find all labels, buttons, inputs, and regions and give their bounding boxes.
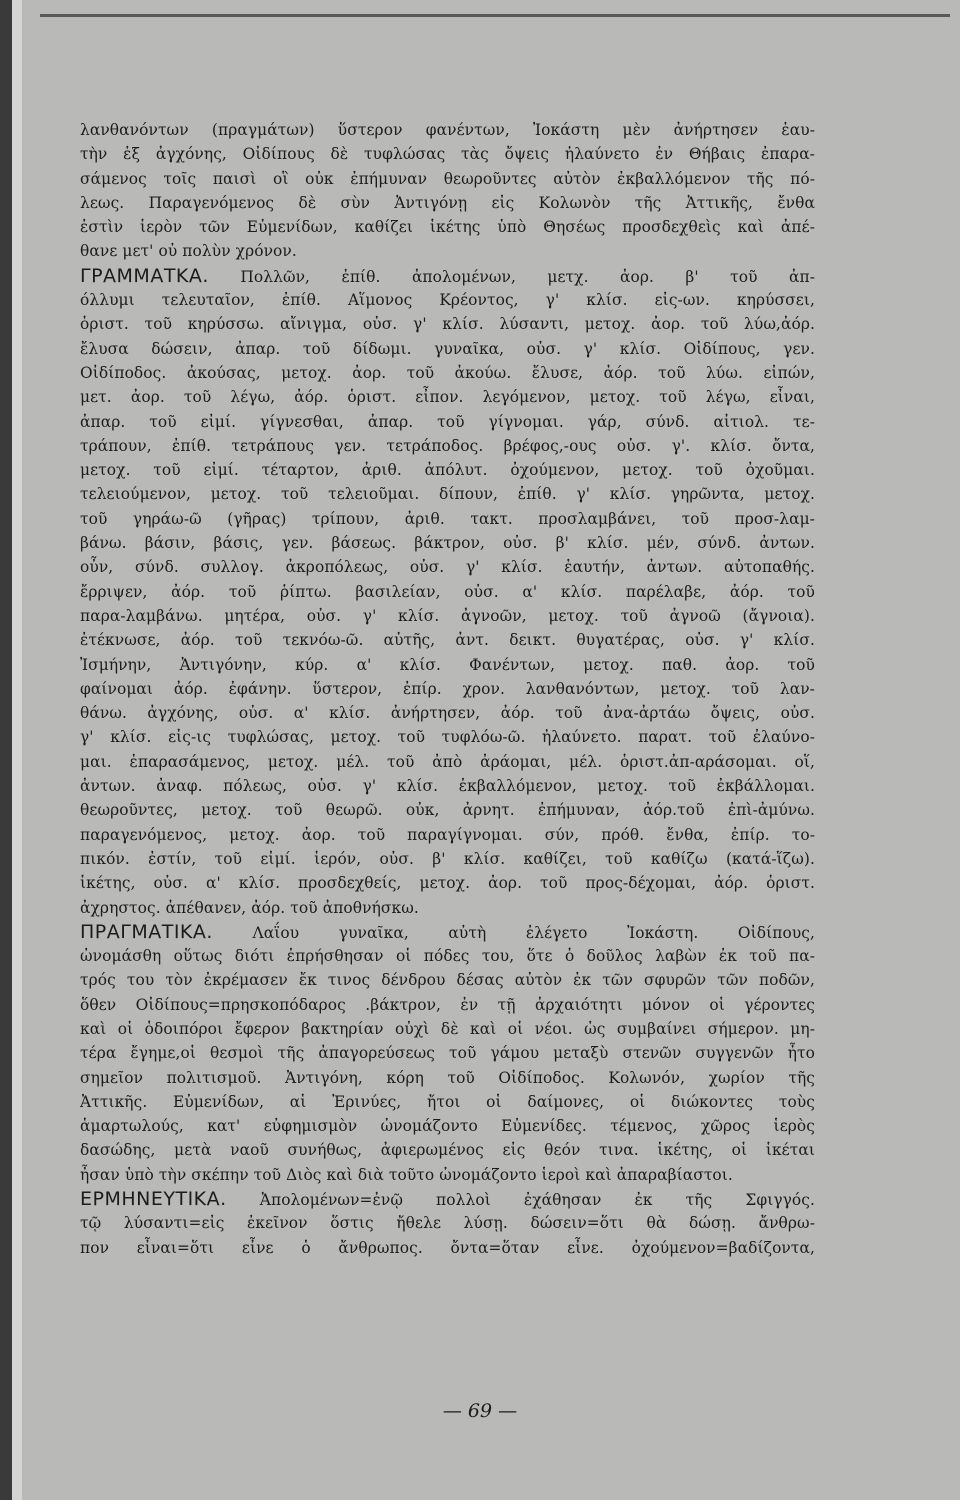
line-text: Ἀπολομένων=ἐνῷ πολλοὶ ἐχάθησαν ἐκ τῆς Σφιγγός. xyxy=(259,1191,815,1210)
text-line: ὅθεν Οἰδίπους=πρησκοπόδαρος .βάκτρον, ἐν τῇ ἀρχαιότητι μόνον οἱ γέροντες xyxy=(80,995,815,1014)
text-line: σάμενος τοῖς παισὶ οἳ οὐκ ἐπήμυναν θεωροῦντες αὐτὸν ἐκβαλλόμενον τῆς πό- xyxy=(80,169,815,188)
text-line xyxy=(80,1187,815,1211)
ermineftika-section xyxy=(80,1187,815,1260)
text-line: όλλυμι τελευταῖον, ἐπίθ. Αἵμονος Κρέοντος, γ' κλίσ. εἰς-ων. κηρύσσει, xyxy=(80,291,815,310)
text-line: καὶ οἱ ὁδοιπόροι ἔφερον βακτηρίαν οὐχὶ δὲ καὶ οἱ νέοι. ὡς συμβαίνει σήμερον. μη- xyxy=(80,1019,815,1038)
top-border xyxy=(40,14,950,17)
text-line: δασώδης, μετὰ ναοῦ συνήθως, ἀφιερωμένος εἰς θεόν τινα. ἱκέτης, οἱ ἱκέται xyxy=(80,1141,815,1160)
text-line: σημεῖον πολιτισμοῦ. Ἀντιγόνη, κόρη τοῦ Οἰδίποδος. Κολωνόν, χωρίον τῆς xyxy=(80,1068,815,1087)
text-line: τοῦ γηράω-ῶ (γῆρας) τρίπουν, ἀριθ. τακτ. προσλαμβάνει, τοῦ προσ-λαμ- xyxy=(80,509,815,528)
text-line: πον εἶναι=ὅτι εἶνε ὁ ἄνθρωπος. ὄντα=ὅταν εἶνε. ὀχούμενον=βαδίζοντα, xyxy=(80,1238,815,1257)
binding-edge xyxy=(0,0,12,1500)
text-line: ἁμαρτωλούς, κατ' εὐφημισμὸν ὠνομάζοντο Εὐμενίδες. τέμενος, χῶρος ἱερὸς xyxy=(80,1117,815,1136)
text-line: τράπουν, ἐπίθ. τετράπους γεν. τετράποδος. βρέφος,-ους οὐσ. γ'. κλίσ. ὄντα, xyxy=(80,436,815,455)
line-text: Λαΐου γυναῖκα, αὐτὴ ἐλέγετο Ἰοκάστη. Οἰδίπους, xyxy=(252,923,815,942)
text-line: γ' κλίσ. εἰς-ις τυφλώσας, μετοχ. τοῦ τυφλόω-ῶ. ἠλαύνετο. παρατ. τοῦ ἐλαύνο- xyxy=(80,728,815,747)
text-line: ἔρριψεν, ἀόρ. τοῦ ῥίπτω. βασιλείαν, οὐσ. α' κλίσ. παρέλαβε, ἀόρ. τοῦ xyxy=(80,582,815,601)
narrative-paragraph xyxy=(80,118,815,264)
section-heading: ΠΡΑΓΜΑΤΙΚΑ. xyxy=(80,920,213,943)
body-text xyxy=(80,118,815,1260)
text-line: τὴν ἐξ ἀγχόνης, Οἰδίπους δὲ τυφλώσας τὰς ὄψεις ἠλαύνετο ἐν Θήβαις ἐπαρα- xyxy=(80,145,815,164)
page-number: — 69 — xyxy=(442,1400,518,1422)
text-line: λανθανόντων (πραγμάτων) ὕστερον φανέντων, Ἰοκάστη μὲν ἀνήρτησεν ἑαυ- xyxy=(80,121,815,139)
text-line: Οἰδίποδος. ἀκούσας, μετοχ. ἀορ. τοῦ ἀκούω. ἔλυσε, ἀόρ. τοῦ λύω. εἰπών, xyxy=(80,363,815,382)
text-line xyxy=(80,264,815,288)
text-line xyxy=(80,920,815,944)
text-line: μετ. ἀορ. τοῦ λέγω, ἀόρ. ὁριστ. εἶπον. λεγόμενον, μετοχ. τοῦ λέγω, εἶναι, xyxy=(80,388,815,407)
text-line: ἐτέκνωσε, ἀόρ. τοῦ τεκνόω-ῶ. αὐτῆς, ἀντ. δεικτ. θυγατέρας, οὐσ. γ' κλίσ. xyxy=(80,631,815,650)
text-line: ἐστὶν ἱερὸν τῶν Εὐμενίδων, καθίζει ἱκέτης ὑπὸ Θησέως προσδεχθεὶς καὶ ἀπέ- xyxy=(80,218,815,237)
text-line: ἀντων. ἀναφ. πόλεως, οὐσ. γ' κλίσ. ἐκβαλλόμενον, μετοχ. τοῦ ἐκβάλλομαι. xyxy=(80,777,815,796)
text-line: τελειούμενον, μετοχ. τοῦ τελειοῦμαι. δίπουν, ἐπίθ. γ' κλίσ. γηρῶντα, μετοχ. xyxy=(80,485,815,504)
text-line: ἔλυσα δώσειν, ἀπαρ. τοῦ δίδωμι. γυναῖκα, οὐσ. γ' κλίσ. Οἰδίπους, γεν. xyxy=(80,339,815,358)
text-line: θανε μετ' οὐ πολὺν χρόνον. xyxy=(80,242,297,261)
text-line: βάνω. βάσιν, βάσις, γεν. βάσεως. βάκτρον, οὐσ. β' κλίσ. μέν, σύνδ. ἀντων. xyxy=(80,534,815,553)
text-line: ὁριστ. τοῦ κηρύσσω. αἴνιγμα, οὐσ. γ' κλίσ. λύσαντι, μετοχ. ἀορ. τοῦ λύω,ἀόρ. xyxy=(80,315,815,334)
grammatika-section xyxy=(80,264,815,920)
section-heading: ΕΡΜΗΝΕΥΤΙΚΑ. xyxy=(80,1188,227,1211)
text-line: ἦσαν ὑπὸ τὴν σκέπην τοῦ Διὸς καὶ διὰ τοῦτο ὠνομάζοντο ἱεροὶ καὶ ἀπαραβίαστοι. xyxy=(80,1165,733,1184)
text-line: μαι. ἐπαρασάμενος, μετοχ. μέλ. τοῦ ἀπὸ ἀράομαι, μέλ. ὁριστ.ἀπ-αράσομαι. οἵ, xyxy=(80,752,815,771)
section-heading: ΓΡΑΜΜΑΤΚΑ. xyxy=(80,264,209,287)
text-line: θεωροῦντες, μετοχ. τοῦ θεωρῶ. οὐκ, ἀρνητ. ἐπήμυναν, ἀόρ.τοῦ ἐπὶ-ἀμύνω. xyxy=(80,801,815,820)
text-line: μετοχ. τοῦ εἰμί. τέταρτον, ἀριθ. ἀπόλυτ. ὀχούμενον, μετοχ. τοῦ ὀχοῦμαι. xyxy=(80,461,815,480)
text-line: Ἀττικῆς. Εὐμενίδων, αἱ Ἐρινύες, ἤτοι οἱ δαίμονες, οἱ διώκοντες τοὺς xyxy=(80,1092,815,1111)
text-line: ἱκέτης, οὐσ. α' κλίσ. προσδεχθείς, μετοχ. ἀορ. τοῦ προς-δέχομαι, ἀόρ. ὁριστ. xyxy=(80,874,815,893)
text-line: παρα-λαμβάνω. μητέρα, οὐσ. γ' κλίσ. ἀγνοῶν, μετοχ. τοῦ ἀγνοῶ (ἄγνοια). xyxy=(80,606,815,625)
text-line: πικόν. ἐστίν, τοῦ εἰμί. ἱερόν, οὐσ. β' κλίσ. καθίζει, τοῦ καθίζω (κατά-ἵζω). xyxy=(80,849,815,868)
text-line: οὖν, σύνδ. συλλογ. ἀκροπόλεως, οὐσ. γ' κλίσ. ἑαυτήν, ἀντων. αὐτοπαθής. xyxy=(80,558,815,577)
text-line: ἀχρηστος. ἀπέθανεν, ἀόρ. τοῦ ἀποθνήσκω. xyxy=(80,898,419,917)
text-line: φαίνομαι ἀόρ. ἐφάνην. ὕστερον, ἐπίρ. χρον. λανθανόντων, μετοχ. τοῦ λαν- xyxy=(80,679,815,698)
text-line: τῷ λύσαντι=εἰς ἐκεῖνον ὅστις ἤθελε λύσῃ. δώσειν=ὅτι θὰ δώσῃ. ἄνθρω- xyxy=(80,1214,815,1233)
text-line: λεως. Παραγενόμενος δὲ σὺν Ἀντιγόνῃ εἰς Κολωνὸν τῆς Ἀττικῆς, ἔνθα xyxy=(80,193,815,212)
text-line: τρός του τὸν ἐκρέμασεν ἔκ τινος δένδρου δέσας αὐτὸν ἐκ τῶν σφυρῶν τῶν ποδῶν, xyxy=(80,971,815,990)
line-text: Πολλῶν, ἐπίθ. ἀπολομένων, μετχ. ἀορ. β' τοῦ ἀπ- xyxy=(240,267,815,286)
text-line: ἀπαρ. τοῦ εἰμί. γίγνεσθαι, ἀπαρ. τοῦ γίγνομαι. γάρ, σύνδ. αἰτιολ. τε- xyxy=(80,412,815,431)
pragmatika-section xyxy=(80,920,815,1187)
text-line: θάνω. ἀγχόνης, οὐσ. α' κλίσ. ἀνήρτησεν, ἀόρ. τοῦ ἀνα-ἀρτάω ὄψεις, οὐσ. xyxy=(80,704,815,723)
text-line: ὠνομάσθη οὕτως διότι ἐπρήσθησαν οἱ πόδες του, ὅτε ὁ δοῦλος λαβὼν ἐκ τοῦ πα- xyxy=(80,947,815,966)
text-line: τέρα ἔγημε,οἱ θεσμοὶ τῆς ἀπαγορεύσεως τοῦ γάμου μεταξὺ στενῶν συγγενῶν ἦτο xyxy=(80,1044,815,1063)
page-edge xyxy=(12,0,22,1500)
text-line: παραγενόμενος, μετοχ. ἀορ. τοῦ παραγίγνομαι. σύν, πρόθ. ἔνθα, ἐπίρ. το- xyxy=(80,825,815,844)
text-line: Ἰσμήνην, Ἀντιγόνην, κύρ. α' κλίσ. Φανέντων, μετοχ. παθ. ἀορ. τοῦ xyxy=(80,655,815,674)
